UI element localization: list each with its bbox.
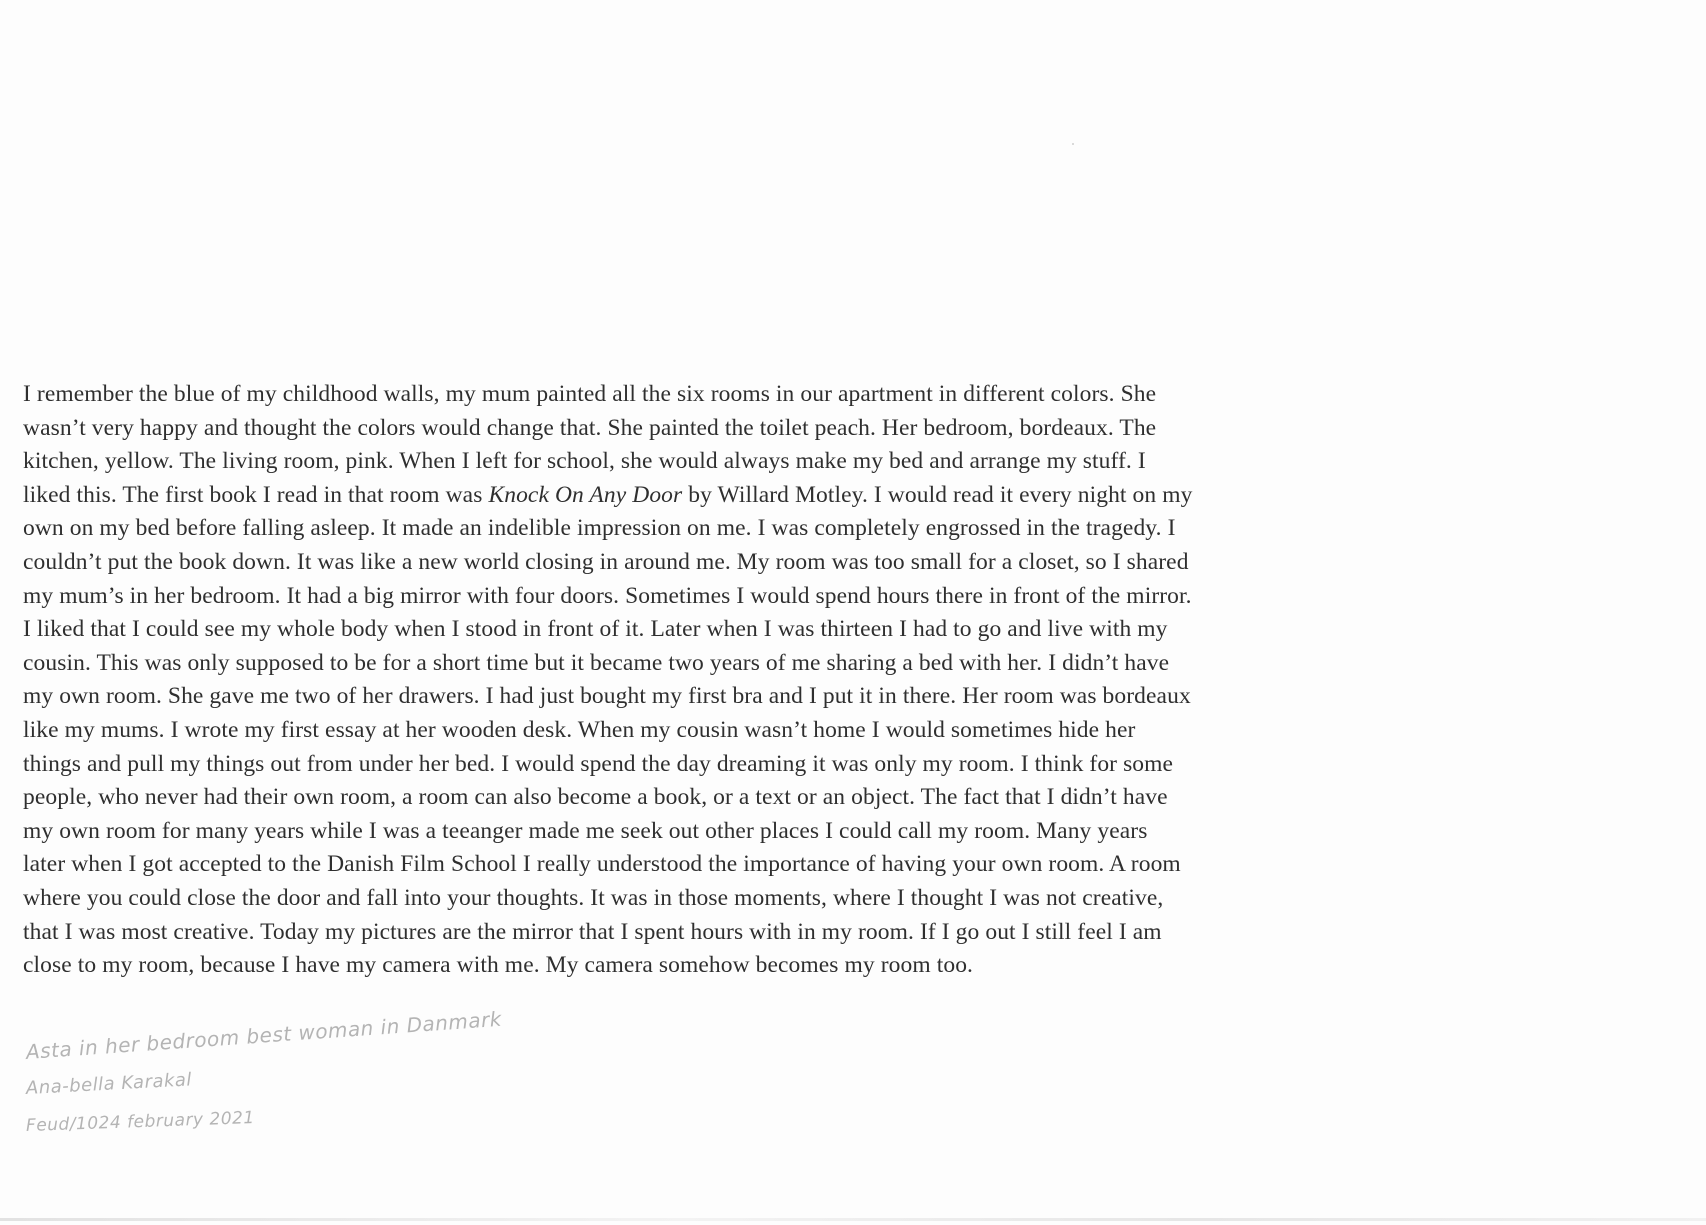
essay-line [23,882,1383,916]
essay-line [23,378,1383,412]
essay-line-text: I liked that I could see my whole body when I stood in front of it. Later when I was thirteen I had to go and live with my [23,616,1168,643]
essay-line-text: my mum’s in her bedroom. It had a big mirror with four doors. Sometimes I would spend hours there in front of the mirror. [23,582,1192,609]
essay-line-text: like my mums. I wrote my first essay at her wooden desk. When my cousin wasn’t home I would sometimes hide her [23,716,1136,743]
essay-line-text: cousin. This was only supposed to be for a short time but it became two years of me sharing a bed with her. I didn’t have [23,649,1170,676]
essay-line-text: where you could close the door and fall into your thoughts. It was in those moments, where I thought I was not creative, [23,884,1164,911]
essay-line [23,949,1383,983]
scan-speck [1072,143,1074,145]
essay-line [23,546,1383,580]
essay-line-text: by Willard Motley. I would read it every night on my [682,481,1193,508]
essay-line-text: things and pull my things out from under her bed. I would spend the day dreaming it was only my room. I think for some [23,750,1174,777]
essay-line [23,714,1383,748]
essay-line [23,848,1383,882]
essay-line [23,479,1383,513]
scan-bottom-edge [0,1218,1706,1221]
essay-line [23,748,1383,782]
essay-line [23,781,1383,815]
essay-line [23,445,1383,479]
essay-line-text: kitchen, yellow. The living room, pink. When I left for school, she would always make my bed and arrange my stuff. I [23,448,1146,475]
essay-line [23,512,1383,546]
essay-line [23,815,1383,849]
essay-line-text: couldn’t put the book down. It was like a new world closing in around me. My room was too small for a closet, so I shared [23,548,1189,575]
essay-text [23,378,1383,983]
essay-line-text: close to my room, because I have my camera with me. My camera somehow becomes my room too. [23,952,974,979]
book-title: Knock On Any Door [488,481,683,508]
essay-line-text: my own room for many years while I was a teeanger made me seek out other places I could call my room. Many years [23,817,1148,844]
handwritten-line: Ana-bella Karakal [25,1069,193,1099]
essay-line-text: I remember the blue of my childhood walls, my mum painted all the six rooms in our apartment in different colors. She [23,381,1157,407]
essay-line-text: later when I got accepted to the Danish Film School I really understood the importance of having your own room. A room [23,851,1181,878]
essay-line-text: own on my bed before falling asleep. It made an indelible impression on me. I was completely engrossed in the tragedy. I [23,515,1176,542]
handwritten-caption [25,1006,546,1170]
essay-line-text: people, who never had their own room, a room can also become a book, or a text or an object. The fact that I didn’t have [23,784,1168,811]
essay-line [23,580,1383,614]
handwritten-line: Asta in her bedroom best woman in Danmark [25,1006,503,1064]
handwritten-line: Feud/1024 february 2021 [25,1108,256,1136]
essay-line [23,613,1383,647]
essay-line [23,412,1383,446]
essay-line-text: that I was most creative. Today my pictures are the mirror that I spent hours with in my room. If I go out I still feel I am [23,918,1162,945]
essay-line [23,647,1383,681]
essay-line-text: liked this. The first book I read in that room was [23,481,489,508]
essay-line-text: wasn’t very happy and thought the colors would change that. She painted the toilet peach. Her bedroom, bordeaux. The [23,414,1157,441]
essay-line [23,680,1383,714]
essay-line-text: my own room. She gave me two of her drawers. I had just bought my first bra and I put it in there. Her room was bordeaux [23,683,1191,710]
essay-line [23,916,1383,950]
